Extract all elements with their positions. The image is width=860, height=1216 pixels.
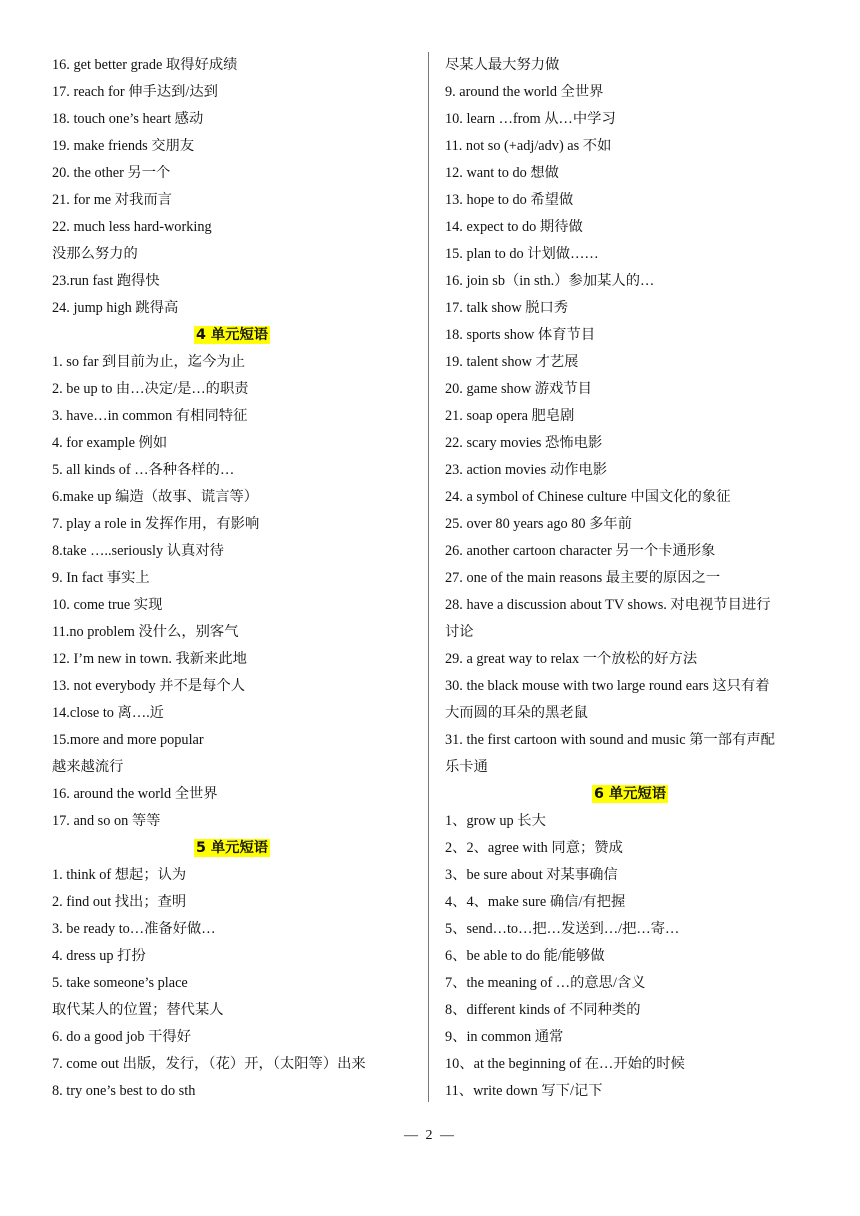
page-footer: [0, 1128, 860, 1144]
phrase-line: 11. not so (+adj/adv) as 不如: [445, 138, 612, 154]
phrase-line: 7、the meaning of …的意思/含义: [445, 975, 646, 991]
phrase-line: 27. one of the main reasons 最主要的原因之一: [445, 570, 721, 586]
phrase-line: 没那么努力的: [52, 246, 138, 262]
phrase-line: 大而圆的耳朵的黑老鼠: [445, 705, 588, 721]
section-heading-text: 5 单元短语: [195, 840, 269, 856]
phrase-line: 2. find out 找出；查明: [52, 894, 187, 910]
phrase-line: 越来越流行: [52, 759, 124, 775]
phrase-line: 5. take someone’s place: [52, 975, 188, 991]
phrase-line: 18. touch one’s heart 感动: [52, 111, 204, 127]
phrase-line: 3. have…in common 有相同特征: [52, 408, 248, 424]
phrase-line: 6. do a good job 干得好: [52, 1029, 191, 1045]
section-heading-text: 6 单元短语: [593, 786, 667, 802]
phrase-line: 25. over 80 years ago 80 多年前: [445, 516, 633, 532]
phrase-line: 10. come true 实现: [52, 597, 163, 613]
phrase-line: 讨论: [445, 624, 474, 640]
phrase-line: 6.make up 编造（故事、谎言等）: [52, 489, 259, 505]
phrase-line: 5、send…to…把…发送到…/把…寄…: [445, 921, 680, 937]
phrase-line: 29. a great way to relax 一个放松的好方法: [445, 651, 698, 667]
phrase-line: 4、4、make sure 确信/有把握: [445, 894, 626, 910]
phrase-line: 2. be up to 由…决定/是…的职责: [52, 381, 249, 397]
column-divider: [428, 52, 429, 1102]
phrase-line: 22. much less hard-working: [52, 219, 212, 235]
phrase-line: 16. get better grade 取得好成绩: [52, 57, 238, 73]
phrase-line: 12. I’m new in town. 我新来此地: [52, 651, 247, 667]
phrase-line: 14.close to 离….近: [52, 705, 164, 721]
phrase-line: 22. scary movies 恐怖电影: [445, 435, 603, 451]
phrase-line: 18. sports show 体育节目: [445, 327, 596, 343]
phrase-line: 20. the other 另一个: [52, 165, 171, 181]
section-heading-text: 4 单元短语: [195, 327, 269, 343]
phrase-line: 1、grow up 长大: [445, 813, 546, 829]
phrase-line: 3、be sure about 对某事确信: [445, 867, 618, 883]
phrase-line: 13. hope to do 希望做: [445, 192, 574, 208]
phrase-line: 13. not everybody 并不是每个人: [52, 678, 245, 694]
section-heading: [445, 781, 815, 808]
phrase-line: 16. join sb（in sth.）参加某人的…: [445, 273, 655, 289]
phrase-line: 24. jump high 跳得高: [52, 300, 179, 316]
phrase-line: 2、2、agree with 同意；赞成: [445, 840, 623, 856]
phrase-line: 20. game show 游戏节目: [445, 381, 592, 397]
phrase-line: 8. try one’s best to do sth: [52, 1083, 196, 1099]
phrase-line: 17. reach for 伸手达到/达到: [52, 84, 218, 100]
phrase-line: 9. around the world 全世界: [445, 84, 604, 100]
phrase-line: 3. be ready to…准备好做…: [52, 921, 216, 937]
phrase-line: 8、different kinds of 不同种类的: [445, 1002, 641, 1018]
phrase-line: 17. talk show 脱口秀: [445, 300, 569, 316]
phrase-line: 5. all kinds of …各种各样的…: [52, 462, 235, 478]
phrase-line: 8.take …..seriously 认真对待: [52, 543, 224, 559]
phrase-line: 12. want to do 想做: [445, 165, 559, 181]
phrase-line: 7. come out 出版，发行，（花）开，（太阳等）出来: [52, 1056, 366, 1072]
phrase-line: 乐卡通: [445, 759, 488, 775]
phrase-line: 21. for me 对我而言: [52, 192, 172, 208]
phrase-line: 15. plan to do 计划做……: [445, 246, 599, 262]
phrase-line: 11.no problem 没什么，别客气: [52, 624, 239, 640]
phrase-line: 1. think of 想起；认为: [52, 867, 187, 883]
phrase-line: 9. In fact 事实上: [52, 570, 150, 586]
phrase-line: 19. talent show 才艺展: [445, 354, 579, 370]
section-heading: [52, 835, 412, 862]
phrase-line: 尽某人最大努力做: [445, 57, 560, 73]
phrase-line: 23. action movies 动作电影: [445, 462, 608, 478]
phrase-line: 26. another cartoon character 另一个卡通形象: [445, 543, 716, 559]
phrase-line: 15.more and more popular: [52, 732, 204, 748]
phrase-line: 6、be able to do 能/能够做: [445, 948, 605, 964]
phrase-line: 14. expect to do 期待做: [445, 219, 583, 235]
section-heading: [52, 322, 412, 349]
phrase-line: 10. learn …from 从…中学习: [445, 111, 616, 127]
page-number: — 2 —: [404, 1128, 456, 1143]
phrase-line: 17. and so on 等等: [52, 813, 161, 829]
phrase-line: 30. the black mouse with two large round ears 这只有着: [445, 678, 770, 694]
phrase-line: 取代某人的位置；替代某人: [52, 1002, 224, 1018]
phrase-line: 16. around the world 全世界: [52, 786, 218, 802]
phrase-line: 31. the first cartoon with sound and music 第一部有声配: [445, 732, 775, 748]
phrase-line: 11、write down 写下/记下: [445, 1083, 603, 1099]
phrase-line: 28. have a discussion about TV shows. 对电视节目进行: [445, 597, 771, 613]
phrase-line: 24. a symbol of Chinese culture 中国文化的象征: [445, 489, 731, 505]
right-column: [445, 52, 815, 1105]
phrase-line: 1. so far 到目前为止，迄今为止: [52, 354, 245, 370]
phrase-line: 4. dress up 打扮: [52, 948, 146, 964]
phrase-line: 7. play a role in 发挥作用，有影响: [52, 516, 260, 532]
phrase-line: 10、at the beginning of 在…开始的时候: [445, 1056, 685, 1072]
phrase-line: 9、in common 通常: [445, 1029, 564, 1045]
left-column: [52, 52, 412, 1105]
phrase-line: 23.run fast 跑得快: [52, 273, 160, 289]
phrase-line: 21. soap opera 肥皂剧: [445, 408, 575, 424]
phrase-line: 4. for example 例如: [52, 435, 168, 451]
phrase-line: 19. make friends 交朋友: [52, 138, 195, 154]
